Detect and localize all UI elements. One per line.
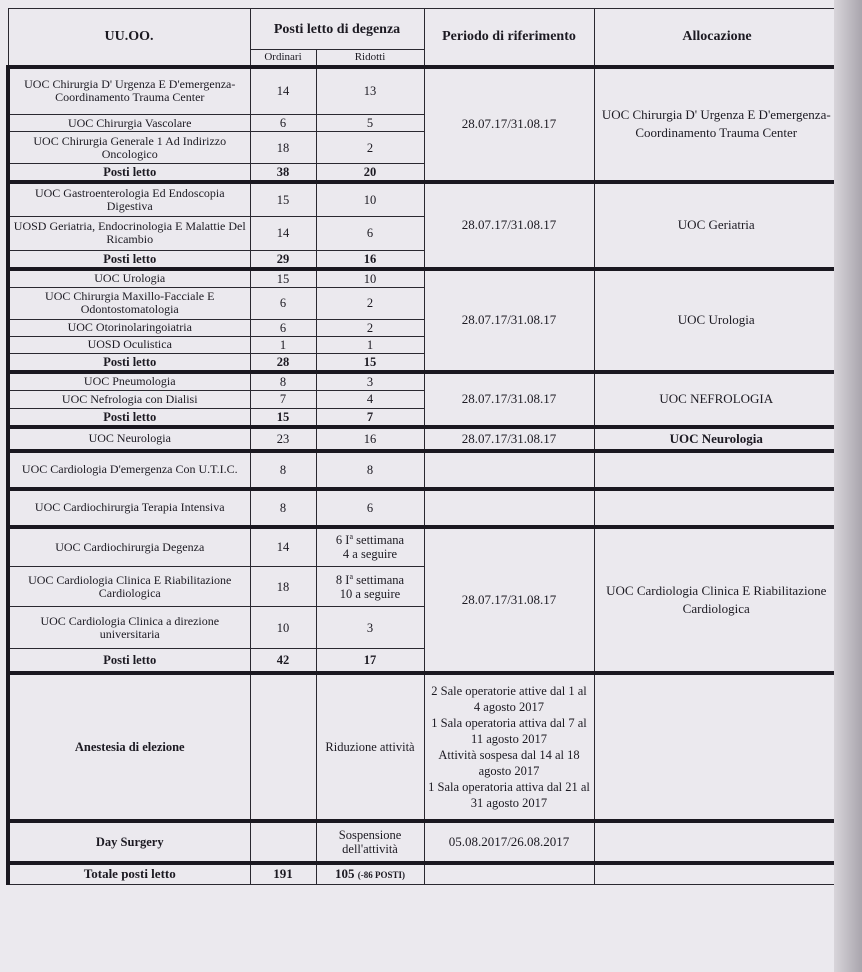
subtotal-ordinari: 29 — [250, 250, 316, 269]
ordinari-cell: 6 — [250, 115, 316, 132]
period-cell — [424, 451, 594, 489]
allocation-cell: UOC Urologia — [594, 269, 840, 372]
ridotti-cell: 6 — [316, 489, 424, 527]
unit-cell: UOC Chirurgia Maxillo-Facciale E Odontostomatologia — [8, 287, 250, 319]
unit-cell: UOC Chirurgia D' Urgenza E D'emergenza-Coordinamento Trauma Center — [8, 67, 250, 115]
operating-note: Attività sospesa dal 14 al 18 agosto 2017 — [438, 747, 580, 778]
ridotti-cell: 4 — [316, 390, 424, 408]
ridotti-cell: 13 — [316, 67, 424, 115]
ordinari-cell: 14 — [250, 527, 316, 567]
unit-cell: UOSD Geriatria, Endocrinologia E Malattie Del Ricambio — [8, 216, 250, 250]
ordinari-cell: 15 — [250, 269, 316, 288]
ridotti-cell: 10 — [316, 182, 424, 216]
allocation-cell — [594, 451, 840, 489]
subtotal-label: Posti letto — [8, 353, 250, 372]
unit-cell: UOC Chirurgia Generale 1 Ad Indirizzo Oncologico — [8, 132, 250, 164]
ordinari-cell: 6 — [250, 319, 316, 336]
subtotal-ordinari: 15 — [250, 408, 316, 427]
period-cell — [424, 863, 594, 885]
subtotal-label: Posti letto — [8, 649, 250, 673]
grand-total-label: Totale posti letto — [8, 863, 250, 885]
unit-cell: UOC Cardiologia D'emergenza Con U.T.I.C. — [8, 451, 250, 489]
table-row — [8, 67, 840, 115]
table-row — [8, 427, 840, 451]
allocation-cell: UOC Neurologia — [594, 427, 840, 451]
subtotal-ridotti: 17 — [316, 649, 424, 673]
ridotti-cell: 2 — [316, 287, 424, 319]
ridotti-cell: Riduzione attività — [316, 673, 424, 821]
subtotal-ridotti: 7 — [316, 408, 424, 427]
period-cell: 28.07.17/31.08.17 — [424, 269, 594, 372]
ridotti-cell: 3 — [316, 607, 424, 649]
ridotti-cell: 5 — [316, 115, 424, 132]
ordinari-cell: 8 — [250, 489, 316, 527]
ordinari-cell: 23 — [250, 427, 316, 451]
ordinari-cell: 6 — [250, 287, 316, 319]
ridotti-cell: 1 — [316, 336, 424, 353]
ordinari-cell: 8 — [250, 372, 316, 391]
unit-cell: UOC Cardiochirurgia Degenza — [8, 527, 250, 567]
subtotal-ordinari: 28 — [250, 353, 316, 372]
subtotal-ridotti: 15 — [316, 353, 424, 372]
table-row — [8, 372, 840, 391]
allocation-cell — [594, 863, 840, 885]
ordinari-cell: 18 — [250, 132, 316, 164]
page-edge-shadow — [834, 0, 862, 972]
unit-cell: Anestesia di elezione — [8, 673, 250, 821]
grand-total-row — [8, 863, 840, 885]
unit-cell: UOC Cardiologia Clinica E Riabilitazione Cardiologica — [8, 567, 250, 607]
unit-cell: UOC Chirurgia Vascolare — [8, 115, 250, 132]
table-row — [8, 269, 840, 288]
bed-allocation-table — [6, 8, 842, 885]
subtotal-ordinari: 42 — [250, 649, 316, 673]
period-cell: 28.07.17/31.08.17 — [424, 527, 594, 673]
ordinari-cell — [250, 821, 316, 863]
subtotal-ordinari: 38 — [250, 164, 316, 183]
unit-cell: UOC Neurologia — [8, 427, 250, 451]
unit-cell: UOC Otorinolaringoiatria — [8, 319, 250, 336]
unit-cell: UOC Pneumologia — [8, 372, 250, 391]
unit-cell: UOSD Oculistica — [8, 336, 250, 353]
unit-cell: UOC Nefrologia con Dialisi — [8, 390, 250, 408]
ridotti-cell: 10 — [316, 269, 424, 288]
allocation-cell — [594, 489, 840, 527]
ridotti-cell: 8 $I^a$ settimana 10 a seguire — [316, 567, 424, 607]
operating-note: 2 Sale operatorie attive dal 1 al 4 agosto 2017 — [431, 683, 587, 714]
ridotti-cell: 16 — [316, 427, 424, 451]
unit-cell: UOC Cardiochirurgia Terapia Intensiva — [8, 489, 250, 527]
period-cell: 28.07.17/31.08.17 — [424, 372, 594, 427]
header-allocation: Allocazione — [594, 9, 840, 67]
unit-cell: Day Surgery — [8, 821, 250, 863]
table-row — [8, 527, 840, 567]
ordinari-cell: 10 — [250, 607, 316, 649]
ridotti-cell: 3 — [316, 372, 424, 391]
operating-note: 1 Sala operatoria attiva dal 21 al 31 agosto 2017 — [428, 779, 590, 810]
table-row — [8, 182, 840, 216]
ordinari-cell: 14 — [250, 216, 316, 250]
period-cell — [424, 673, 594, 821]
unit-cell: UOC Gastroenterologia Ed Endoscopia Digestiva — [8, 182, 250, 216]
header-ridotti: Ridotti — [316, 50, 424, 67]
ridotti-cell: 2 — [316, 319, 424, 336]
ordinari-cell: 8 — [250, 451, 316, 489]
allocation-cell: UOC Cardiologia Clinica E Riabilitazione Cardiologica — [594, 527, 840, 673]
subtotal-label: Posti letto — [8, 164, 250, 183]
allocation-cell: UOC Geriatria — [594, 182, 840, 269]
grand-total-ordinari: 191 — [250, 863, 316, 885]
ordinari-cell: 15 — [250, 182, 316, 216]
allocation-cell: UOC Chirurgia D' Urgenza E D'emergenza-Coordinamento Trauma Center — [594, 67, 840, 183]
period-cell — [424, 489, 594, 527]
unit-cell: UOC Urologia — [8, 269, 250, 288]
unit-cell: UOC Cardiologia Clinica a direzione universitaria — [8, 607, 250, 649]
ordinari-cell — [250, 673, 316, 821]
ordinari-cell: 18 — [250, 567, 316, 607]
table-row — [8, 821, 840, 863]
allocation-cell — [594, 821, 840, 863]
operating-note: 1 Sala operatoria attiva dal 7 al 11 agosto 2017 — [431, 715, 587, 746]
allocation-cell: UOC NEFROLOGIA — [594, 372, 840, 427]
ordinari-cell: 14 — [250, 67, 316, 115]
subtotal-ridotti: 16 — [316, 250, 424, 269]
subtotal-ridotti: 20 — [316, 164, 424, 183]
header-units: UU.OO. — [8, 9, 250, 67]
period-cell: 05.08.2017/26.08.2017 — [424, 821, 594, 863]
table-row — [8, 451, 840, 489]
subtotal-label: Posti letto — [8, 408, 250, 427]
ridotti-cell: 6 — [316, 216, 424, 250]
period-cell: 28.07.17/31.08.17 — [424, 182, 594, 269]
table-row — [8, 673, 840, 821]
ordinari-cell: 1 — [250, 336, 316, 353]
subtotal-label: Posti letto — [8, 250, 250, 269]
header-beds: Posti letto di degenza — [250, 9, 424, 50]
header-period: Periodo di riferimento — [424, 9, 594, 67]
period-cell: 28.07.17/31.08.17 — [424, 67, 594, 183]
ridotti-cell: 8 — [316, 451, 424, 489]
ridotti-cell: Sospensione dell'attività — [316, 821, 424, 863]
table-row — [8, 489, 840, 527]
ordinari-cell: 7 — [250, 390, 316, 408]
allocation-cell — [594, 673, 840, 821]
ridotti-cell: 2 — [316, 132, 424, 164]
grand-total-ridotti: 105 (-86 POSTI) — [316, 863, 424, 885]
header-row — [8, 9, 840, 50]
header-ordinari: Ordinari — [250, 50, 316, 67]
period-cell: 28.07.17/31.08.17 — [424, 427, 594, 451]
ridotti-cell: 6 $I^a$ settimana 4 a seguire — [316, 527, 424, 567]
